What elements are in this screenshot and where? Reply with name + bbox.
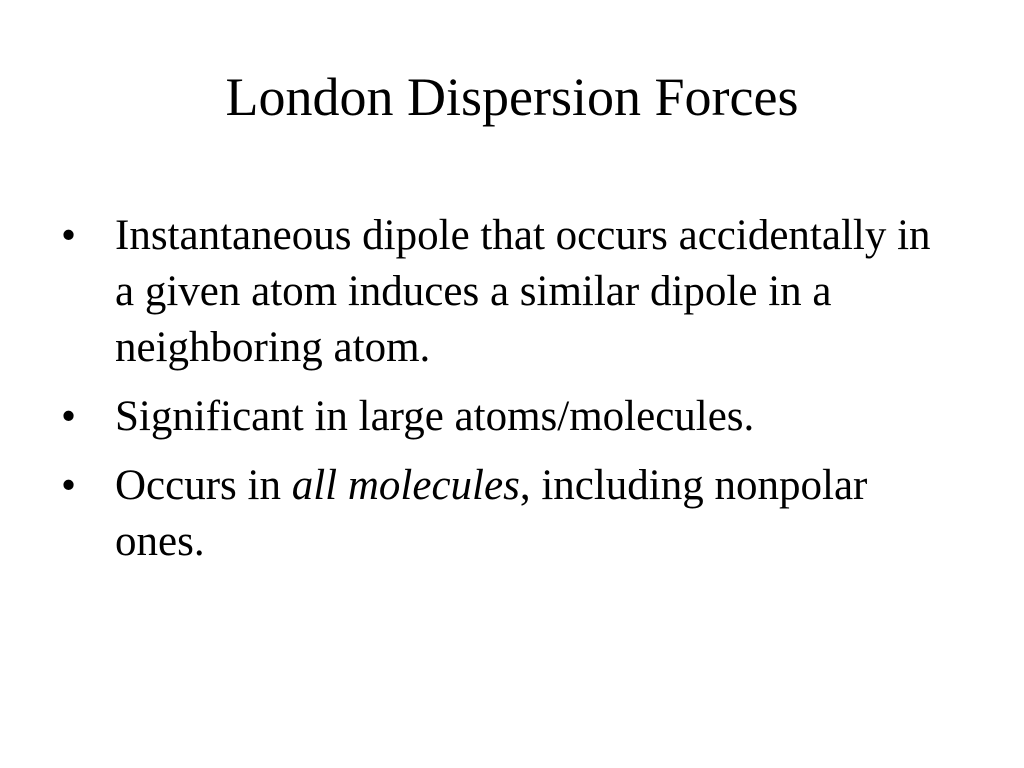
- slide-title: London Dispersion Forces: [225, 67, 799, 127]
- bullet-item-significant: [58, 389, 958, 445]
- bullet-item-all-molecules: [58, 458, 958, 570]
- bullet-text-before: Occurs in: [115, 462, 292, 509]
- bullet-icon: •: [61, 212, 77, 259]
- bullet-text: Significant in large atoms/molecules.: [115, 393, 755, 440]
- bullet-text: Instantaneous dipole that occurs accidentally in a given atom induces a similar dipole in a neighboring atom.: [115, 212, 931, 371]
- bullet-text-emphasis: all molecules: [291, 462, 520, 509]
- bullet-list: [58, 208, 958, 583]
- bullet-icon: •: [61, 462, 77, 509]
- bullet-icon: •: [61, 393, 77, 440]
- bullet-item-instantaneous-dipole: [58, 208, 958, 376]
- bullet-text-after: , including nonpolar ones.: [115, 462, 868, 565]
